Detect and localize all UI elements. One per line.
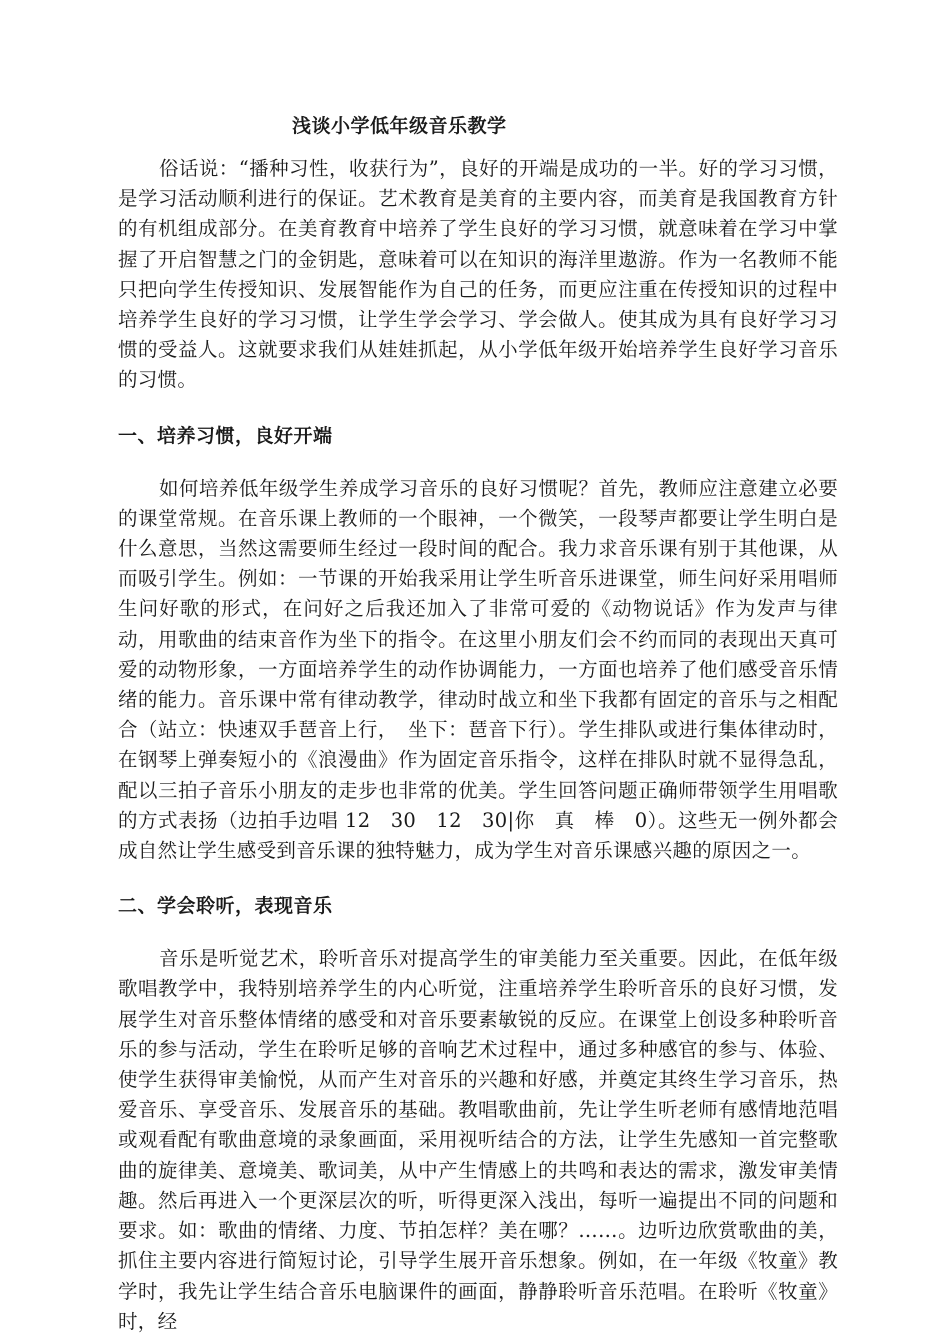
intro-paragraph: 俗话说：“播种习性，收获行为”，良好的开端是成功的一半。好的学习习惯，是学习活动顺利进行的保证。艺术教育是美育的主要内容，而美育是我国教育方针的有机组成部分。在美育教育中培养了学生良好的学习习惯，就意味着在学习中掌握了开启智慧之门的金钥匙，意味着可以在知识的海洋里遨游。作为一名教师不能只把向学生传授知识、发展智能作为自己的任务，而更应注重在传授知识的过程中培养学生良好的学习习惯，让学生学会学习、学会做人。使其成为具有良好学习习惯的受益人。这就要求我们从娃娃抓起，从小学低年级开始培养学生良好学习音乐的习惯。 [118, 157, 838, 392]
section-heading-habits: 一、培养习惯，良好开端 [118, 424, 333, 447]
section-body-habits: 如何培养低年级学生养成学习音乐的良好习惯呢？首先，教师应注意建立必要的课堂常规。在音乐课上教师的一个眼神，一个微笑，一段琴声都要让学生明白是什么意思，当然这需要师生经过一段时间的配合。我力求音乐课有别于其他课，从而吸引学生。例如：一节课的开始我采用让学生听音乐进课堂，师生问好采用唱师生问好歌的形式，在问好之后我还加入了非常可爱的《动物说话》作为发声与律动，用歌曲的结束音作为坐下的指令。在这里小朋友们会不约而同的表现出天真可爱的动物形象，一方面培养学生的动作协调能力，一方面也培养了他们感受音乐情绪的能力。音乐课中常有律动教学，律动时战立和坐下我都有固定的音乐与之相配合（站立：快速双手琶音上行， 坐下：琶音下行）。学生排队或进行集体律动时，在钢琴上弹奏短小的《浪漫曲》作为固定音乐指令，这样在排队时就不显得急乱，配以三拍子音乐小朋友的走步也非常的优美。学生回答问题正确师带领学生用唱歌的方式表扬（边拍手边唱 12 30 12 30|你 真 棒 0）。这些无一例外都会成自然让学生感受到音乐课的独特魅力，成为学生对音乐课感兴趣的原因之一。 [118, 476, 838, 863]
section-body-listening: 音乐是听觉艺术，聆听音乐对提高学生的审美能力至关重要。因此，在低年级歌唱教学中，我特别培养学生的内心听觉，注重培养学生聆听音乐的良好习惯，发展学生对音乐整体情绪的感受和对音乐要素敏锐的反应。在课堂上创设多种聆听音乐的参与活动，学生在聆听足够的音响艺术过程中，通过多种感官的参与、体验、使学生获得审美愉悦，从而产生对音乐的兴趣和好感，并奠定其终生学习音乐，热爱音乐、享受音乐、发展音乐的基础。教唱歌曲前，先让学生听老师有感情地范唱或观看配有歌曲意境的录象画面，采用视听结合的方法，让学生先感知一首完整歌曲的旋律美、意境美、歌词美，从中产生情感上的共鸣和表达的需求，激发审美情趣。然后再进入一个更深层次的听，听得更深入浅出，每听一遍提出不同的问题和要求。如：歌曲的情绪、力度、节拍怎样？美在哪？……。边听边欣赏歌曲的美，抓住主要内容进行简短讨论，引导学生展开音乐想象。例如，在一年级《牧童》教学时，我先让学生结合音乐电脑课件的画面，静静聆听音乐范唱。在聆听《牧童》时，经 [118, 947, 838, 1333]
document-title: 浅谈小学低年级音乐教学 [292, 115, 507, 137]
document-page [118, 112, 838, 1337]
section-heading-listening: 二、学会聆听，表现音乐 [118, 895, 333, 918]
